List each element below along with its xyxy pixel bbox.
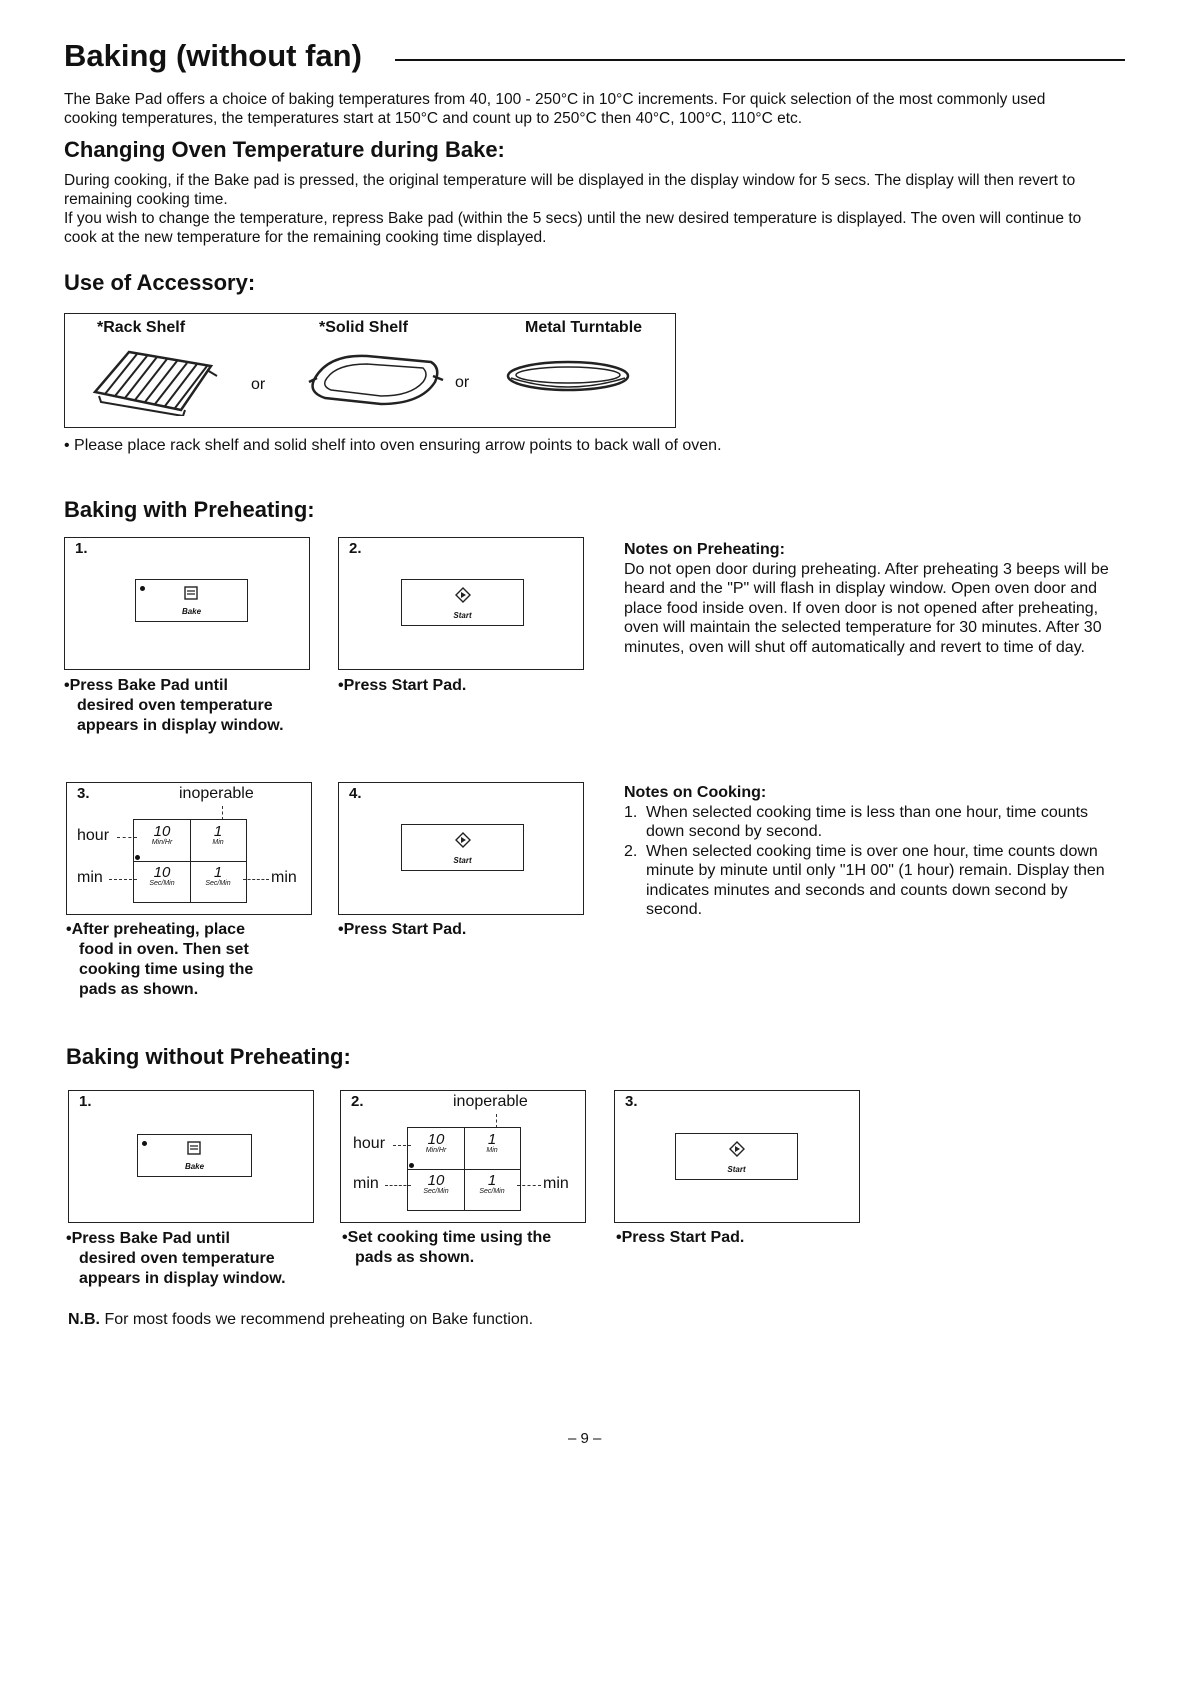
caption-line: •Set cooking time using the xyxy=(342,1229,552,1246)
change-temp-heading: Changing Oven Temperature during Bake: xyxy=(64,137,505,162)
pad-value: 10 xyxy=(427,1172,445,1189)
preheat-step1-box xyxy=(64,537,310,670)
bake-pad[interactable] xyxy=(135,579,248,622)
start-icon xyxy=(729,1141,745,1157)
step-number: 2. xyxy=(349,540,362,557)
pad-value: 10 xyxy=(153,864,171,881)
accessory-solid-label: *Solid Shelf xyxy=(319,319,408,336)
accessory-box xyxy=(64,313,676,428)
caption-line: desired oven temperature xyxy=(79,1250,275,1267)
notes-preheating-title: Notes on Preheating: xyxy=(624,541,785,558)
pad-value: 1 xyxy=(487,1172,497,1189)
caption-line: •Press Start Pad. xyxy=(338,677,467,694)
pad-sublabel: Min/Hr xyxy=(425,1147,447,1154)
inoperable-pointer xyxy=(222,806,223,820)
title-rule xyxy=(395,59,1125,61)
nb-label: N.B. xyxy=(68,1311,100,1328)
notes-cooking-item2 xyxy=(624,842,1114,920)
ten-min-hr-pad[interactable] xyxy=(408,1128,464,1169)
or-text-2: or xyxy=(455,374,470,391)
pad-sublabel: Min xyxy=(486,1147,498,1154)
bake-pad[interactable] xyxy=(137,1134,252,1177)
list-text: When selected cooking time is over one hour, time counts down minute by minute until only "1H 00" (1 hour) remain. Display then indicates minutes and seconds and counts down second by second. xyxy=(646,842,1105,918)
caption-line: appears in display window. xyxy=(77,717,284,734)
caption-line: •Press Start Pad. xyxy=(616,1229,745,1246)
hour-label: hour xyxy=(353,1135,386,1152)
preheat-step4-box xyxy=(338,782,584,915)
nopreheat-step3-box xyxy=(614,1090,860,1223)
nopreheat-step1-box xyxy=(68,1090,314,1223)
start-icon xyxy=(455,832,471,848)
step-number: 3. xyxy=(625,1093,638,1110)
accessory-note: • Please place rack shelf and solid shelf into oven ensuring arrow points to back wall of oven. xyxy=(64,437,722,454)
hour-label: hour xyxy=(77,827,110,844)
caption-line: cooking time using the xyxy=(79,961,254,978)
pad-value: 1 xyxy=(487,1131,497,1148)
nb-text: For most foods we recommend preheating on Bake function. xyxy=(104,1311,534,1328)
indicator-dot xyxy=(140,586,145,591)
ten-min-hr-pad[interactable] xyxy=(134,820,190,861)
start-pad-label: Start xyxy=(727,1165,746,1174)
timer-pad-grid xyxy=(133,819,247,903)
page-number: – 9 – xyxy=(568,1430,602,1447)
preheat-step2-caption xyxy=(338,676,466,696)
one-min-pad[interactable] xyxy=(190,820,246,861)
start-pad[interactable] xyxy=(401,824,524,871)
pad-value: 1 xyxy=(213,864,223,881)
indicator-dot xyxy=(142,1141,147,1146)
nopreheat-step1-caption xyxy=(66,1229,286,1289)
pad-sublabel: Sec/Min xyxy=(149,880,175,887)
bake-pad-label: Bake xyxy=(184,1162,205,1171)
caption-line: •After preheating, place xyxy=(66,921,245,938)
list-number: 1. xyxy=(624,803,638,821)
timer-pad-grid xyxy=(407,1127,521,1211)
caption-line: food in oven. Then set xyxy=(79,941,249,958)
solid-shelf-icon xyxy=(305,348,445,412)
nopreheat-step3-caption xyxy=(616,1228,744,1248)
change-temp-para2: If you wish to change the temperature, repress Bake pad (within the 5 secs) until the new desired temperature is displayed. The oven will continue to cook at the new temperature for the remaining cooking time displayed. xyxy=(64,210,1082,246)
step-number: 1. xyxy=(75,540,88,557)
min-label-right: min xyxy=(543,1175,569,1192)
caption-line: •Press Bake Pad until xyxy=(64,677,228,694)
nopreheat-step2-box xyxy=(340,1090,586,1223)
list-number: 2. xyxy=(624,842,638,860)
bake-icon xyxy=(184,586,198,600)
min-label-left: min xyxy=(353,1175,379,1192)
notes-cooking-title: Notes on Cooking: xyxy=(624,784,767,801)
notes-preheating-body: Do not open door during preheating. After preheating 3 beeps will be heard and the "P" will flash in display window. Open oven door and place food inside oven. If oven door is not opened after preheating, oven will maintain the selected temperature for 30 minutes. After 30 minutes, oven will shut off automatically and revert to time of day. xyxy=(624,560,1109,656)
ten-sec-min-pad[interactable] xyxy=(408,1169,464,1210)
accessory-rack-label: *Rack Shelf xyxy=(97,319,186,336)
start-pad[interactable] xyxy=(401,579,524,626)
step-number: 2. xyxy=(351,1093,364,1110)
step-number: 1. xyxy=(79,1093,92,1110)
pad-sublabel: Min xyxy=(212,839,224,846)
inoperable-label: inoperable xyxy=(179,785,254,802)
inoperable-pointer xyxy=(496,1114,497,1128)
caption-line: appears in display window. xyxy=(79,1270,286,1287)
caption-line: desired oven temperature xyxy=(77,697,273,714)
step-number: 4. xyxy=(349,785,362,802)
preheat-step4-caption xyxy=(338,920,466,940)
one-sec-min-pad[interactable] xyxy=(190,861,246,902)
preheat-step3-box xyxy=(66,782,312,915)
metal-turntable-icon xyxy=(503,356,633,396)
pad-sublabel: Sec/Min xyxy=(479,1188,505,1195)
notes-cooking xyxy=(624,783,1114,920)
list-text: When selected cooking time is less than one hour, time counts down second by second. xyxy=(646,803,1089,840)
change-temp-para1: During cooking, if the Bake pad is pressed, the original temperature will be displayed in the display window for 5 secs. The display will then revert to remaining cooking time. xyxy=(64,172,1076,208)
start-icon xyxy=(455,587,471,603)
preheat-heading: Baking with Preheating: xyxy=(64,497,315,522)
indicator-dot xyxy=(135,855,140,860)
intro-text: The Bake Pad offers a choice of baking temperatures from 40, 100 - 250°C in 10°C increments. For quick selection of the most commonly used cooking temperatures, the temperatures start at 150°C and count up to 250°C then 40°C, 100°C, 110°C etc. xyxy=(64,91,1046,127)
nb-note xyxy=(68,1311,533,1329)
pad-sublabel: Min/Hr xyxy=(151,839,173,846)
inoperable-label: inoperable xyxy=(453,1093,528,1110)
accessory-turntable-label: Metal Turntable xyxy=(525,319,643,336)
one-sec-min-pad[interactable] xyxy=(464,1169,520,1210)
preheat-step3-caption xyxy=(66,920,253,1000)
pad-value: 10 xyxy=(153,823,171,840)
nopreheat-heading: Baking without Preheating: xyxy=(66,1044,351,1069)
bake-icon xyxy=(187,1141,201,1155)
one-min-pad[interactable] xyxy=(464,1128,520,1169)
pad-value: 10 xyxy=(427,1131,445,1148)
start-pad-label: Start xyxy=(453,611,472,620)
pad-sublabel: Sec/Min xyxy=(423,1188,449,1195)
caption-line: pads as shown. xyxy=(79,981,199,998)
min-label-left: min xyxy=(77,869,103,886)
preheat-step1-caption xyxy=(64,676,284,736)
pad-sublabel: Sec/Min xyxy=(205,880,231,887)
preheat-step2-box xyxy=(338,537,584,670)
caption-line: •Press Bake Pad until xyxy=(66,1230,230,1247)
start-pad[interactable] xyxy=(675,1133,798,1180)
start-pad-label: Start xyxy=(453,856,472,865)
min-label-right: min xyxy=(271,869,297,886)
rack-shelf-icon xyxy=(89,344,219,416)
bake-pad-label: Bake xyxy=(181,607,202,616)
pad-value: 1 xyxy=(213,823,223,840)
indicator-dot xyxy=(409,1163,414,1168)
notes-preheating xyxy=(624,540,1124,657)
accessory-heading: Use of Accessory: xyxy=(64,270,256,295)
page-title: Baking (without fan) xyxy=(64,38,362,73)
caption-line: pads as shown. xyxy=(355,1249,475,1266)
caption-line: •Press Start Pad. xyxy=(338,921,467,938)
nopreheat-step2-caption xyxy=(342,1228,551,1268)
or-text-1: or xyxy=(251,376,266,393)
step-number: 3. xyxy=(77,785,90,802)
notes-cooking-item1 xyxy=(624,803,1114,842)
ten-sec-min-pad[interactable] xyxy=(134,861,190,902)
